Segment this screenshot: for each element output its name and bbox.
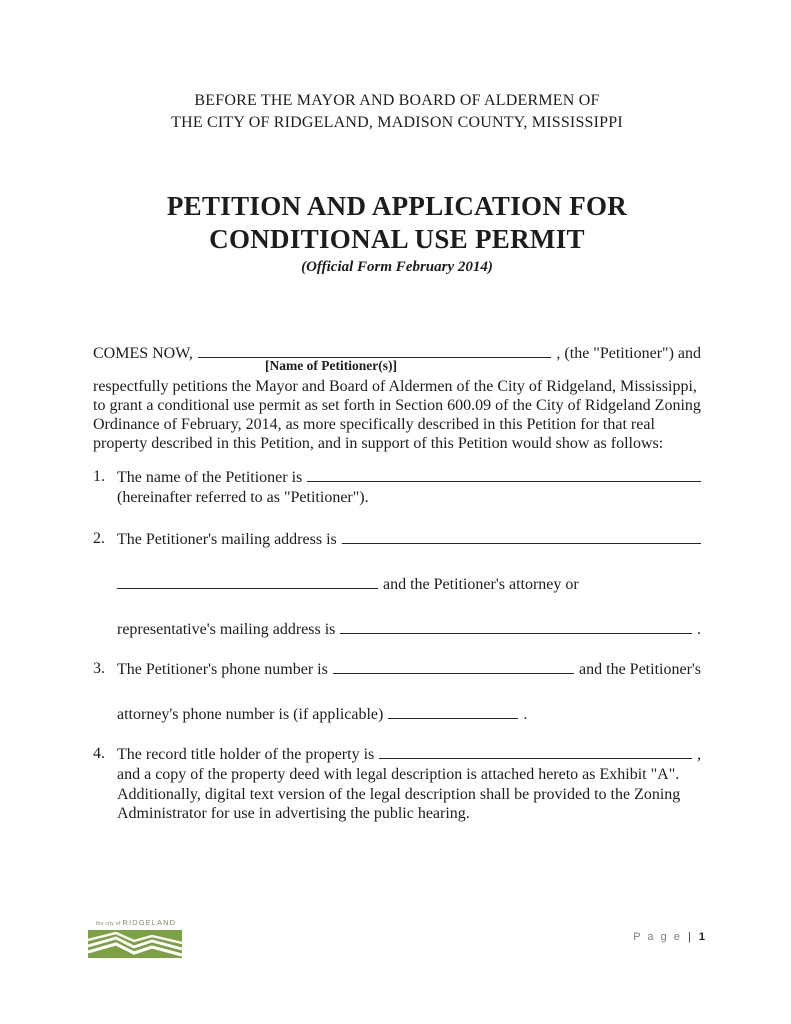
item-1-line-1 (117, 468, 701, 488)
ridgeland-logo-icon (88, 930, 182, 958)
ridgeland-logo (88, 918, 184, 958)
logo-name: RIDGELAND (122, 918, 177, 927)
item-3-attorney-text: and the Petitioner's (579, 661, 701, 678)
item-1-text: The name of the Petitioner is (117, 469, 303, 486)
item-2-line-1 (117, 530, 701, 550)
petition-item-4 (93, 745, 701, 824)
logo-tagline: the city of (95, 921, 121, 927)
item-2-text: The Petitioner's mailing address is (117, 531, 337, 548)
item-number: 3. (93, 660, 105, 677)
petitioner-designation-text: , (the "Petitioner") and (556, 345, 701, 362)
item-2-representative-text: representative's mailing address is (117, 621, 336, 638)
item-3-period: . (523, 706, 528, 723)
item-number: 2. (93, 530, 105, 547)
item-4-comma: , (697, 746, 701, 763)
petitioner-name-blank (198, 344, 552, 373)
comes-now-text: COMES NOW, (93, 345, 193, 362)
page-footer (88, 918, 705, 958)
page-separator: | (687, 931, 693, 943)
ridgeland-logo-text (88, 918, 184, 929)
item-4-paragraph: and a copy of the property deed with legal description is attached hereto as Exhibit "A". Additionally, digital text version of the legal description shall be provided to the Zoning Administrator for use in advertising the public hearing. (117, 766, 681, 822)
petition-item-1 (93, 468, 701, 508)
item-number: 1. (93, 468, 105, 485)
court-caption-line-2: THE CITY OF RIDGELAND, MADISON COUNTY, MISSISSIPPI (171, 114, 623, 131)
item-2-attorney-text: and the Petitioner's attorney or (383, 576, 579, 593)
phone-number-blank (333, 660, 574, 674)
court-caption (93, 90, 701, 134)
page-number (633, 931, 705, 943)
attorney-phone-blank (388, 705, 518, 719)
mailing-address-blank-2 (117, 575, 378, 589)
court-caption-line-1: BEFORE THE MAYOR AND BOARD OF ALDERMEN OF (194, 92, 600, 109)
item-2-line-2 (117, 575, 701, 595)
attorney-address-blank (340, 620, 692, 634)
item-4-text: The record title holder of the property is (117, 746, 375, 763)
item-3-text: The Petitioner's phone number is (117, 661, 328, 678)
page-number-value: 1 (698, 931, 705, 943)
page-label: P a g e (633, 931, 682, 943)
document-title-line-2: CONDITIONAL USE PERMIT (209, 224, 585, 254)
item-2-line-3 (117, 620, 701, 640)
item-number: 4. (93, 745, 105, 762)
mailing-address-blank-1 (342, 530, 701, 544)
petitioner-name-field-blank (307, 468, 701, 482)
petition-item-3 (93, 660, 701, 725)
comes-now-line (93, 344, 701, 373)
petition-item-2 (93, 530, 701, 640)
petition-recital-paragraph: respectfully petitions the Mayor and Board of Aldermen of the City of Ridgeland, Mississippi, to grant a conditional use permit as set forth in Section 600.09 of the City of Ridgeland Zoning Ordinance of February, 2014, as more specifically described in this Petition for that real property described in this Petition, and in support of this Petition would show as follows: (93, 378, 701, 452)
petition-items (93, 468, 701, 824)
document-title-line-1: PETITION AND APPLICATION FOR (166, 191, 628, 221)
document-title (93, 190, 701, 256)
item-3-line-2 (117, 705, 701, 725)
item-2-period: . (697, 621, 701, 638)
item-4-line-1 (117, 745, 701, 765)
record-title-holder-blank (379, 745, 692, 759)
name-of-petitioners-caption: [Name of Petitioner(s)] (265, 358, 397, 373)
item-3-line-1 (117, 660, 701, 680)
form-version-note: (Official Form February 2014) (301, 259, 493, 275)
item-3-attorney-phone-text: attorney's phone number is (if applicable) (117, 706, 384, 723)
item-1-line-2: (hereinafter referred to as "Petitioner"). (117, 489, 369, 506)
